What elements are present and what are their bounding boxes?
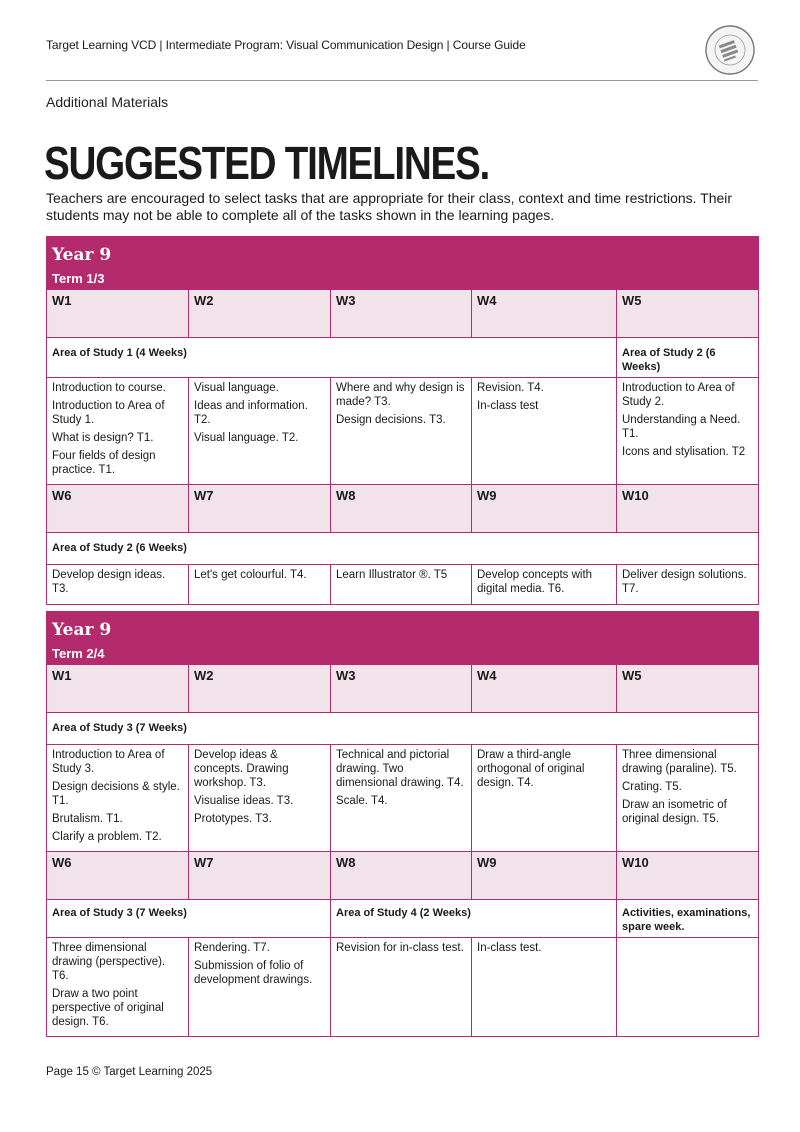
task-item: Three dimensional drawing (perspective). T6. (52, 942, 166, 982)
week-header: W1 (47, 290, 189, 338)
tasks-row (47, 565, 759, 605)
tasks-row (47, 938, 759, 1037)
task-item: Deliver design solutions. T7. (622, 569, 747, 595)
area-of-study-label: Area of Study 3 (7 Weeks) (47, 713, 759, 745)
week-tasks-cell (472, 378, 617, 485)
week-tasks-cell (47, 745, 189, 852)
section-label: Additional Materials (46, 94, 169, 110)
task-item: Draw a two point perspective of original design. T6. (52, 988, 164, 1028)
area-of-study-label: Area of Study 4 (2 Weeks) (331, 900, 617, 938)
week-header: W9 (472, 485, 617, 533)
week-tasks-cell (331, 378, 472, 485)
week-tasks-cell (617, 378, 759, 485)
week-tasks-cell (47, 938, 189, 1037)
area-of-study-row (47, 533, 759, 565)
intro-paragraph: Teachers are encouraged to select tasks that are appropriate for their class, context and time restrictions. Their students may not be able to complete all of the tasks shown in the learning pages. (46, 190, 733, 223)
tasks-row (47, 745, 759, 852)
task-item: Design decisions. T3. (336, 414, 446, 426)
task-item: Understanding a Need. T1. (622, 414, 741, 440)
task-item: Revision for in-class test. (336, 942, 464, 954)
week-tasks-cell (189, 565, 331, 605)
week-tasks-cell (617, 938, 759, 1037)
header-divider (46, 80, 758, 81)
task-item: Clarify a problem. T2. (52, 831, 162, 843)
timeline-table-term-1-3 (46, 236, 759, 605)
week-header: W8 (331, 852, 472, 900)
year-label: Year 9 (52, 620, 112, 640)
task-item: Revision. T4. (477, 382, 544, 394)
task-item: Develop ideas & concepts. Drawing workshop. T3. (194, 749, 289, 789)
task-item: Three dimensional drawing (paraline). T5. (622, 749, 737, 775)
task-item: Visual language. (194, 382, 279, 394)
task-item: Rendering. T7. (194, 942, 270, 954)
week-header: W9 (472, 852, 617, 900)
page-footer: Page 15 © Target Learning 2025 (46, 1066, 213, 1078)
tasks-row (47, 378, 759, 485)
year-label: Year 9 (52, 245, 112, 265)
week-tasks-cell (331, 745, 472, 852)
task-item: Brutalism. T1. (52, 813, 123, 825)
task-item: Draw an isometric of original design. T5. (622, 799, 727, 825)
week-header: W5 (617, 290, 759, 338)
week-header: W2 (189, 665, 331, 713)
week-header: W1 (47, 665, 189, 713)
area-of-study-label: Area of Study 1 (4 Weeks) (47, 338, 617, 378)
area-of-study-row (47, 338, 759, 378)
task-item: Develop concepts with digital media. T6. (477, 569, 593, 595)
term-label: Term 2/4 (52, 646, 105, 661)
week-tasks-cell (189, 745, 331, 852)
task-item: Introduction to Area of Study 2. (622, 382, 735, 408)
table-header-cell (47, 612, 759, 665)
page-title: SUGGESTED TIMELINES. (44, 137, 489, 189)
week-tasks-cell (47, 565, 189, 605)
task-item: Technical and pictorial drawing. Two dimensional drawing. T4. (336, 749, 464, 789)
week-header: W3 (331, 665, 472, 713)
week-header: W4 (472, 290, 617, 338)
task-item: Introduction to course. (52, 382, 166, 394)
week-tasks-cell (331, 565, 472, 605)
week-header: W6 (47, 852, 189, 900)
week-header: W2 (189, 290, 331, 338)
task-item: Ideas and information. T2. (194, 400, 308, 426)
task-item: Where and why design is made? T3. (336, 382, 465, 408)
task-item: Icons and stylisation. T2 (622, 446, 746, 458)
week-tasks-cell (472, 938, 617, 1037)
document-header: Target Learning VCD | Intermediate Program: Visual Communication Design | Course Guide (46, 38, 526, 52)
table-header-cell (47, 237, 759, 290)
task-item: Visualise ideas. T3. (194, 795, 294, 807)
week-header: W8 (331, 485, 472, 533)
week-tasks-cell (617, 565, 759, 605)
task-item: Scale. T4. (336, 795, 388, 807)
task-item: Draw a third-angle orthogonal of original design. T4. (477, 749, 585, 789)
area-of-study-row (47, 713, 759, 745)
area-of-study-label: Activities, examinations, spare week. (617, 900, 759, 938)
task-item: Learn Illustrator ®. T5 (336, 569, 448, 581)
task-item: Visual language. T2. (194, 432, 299, 444)
week-header: W7 (189, 485, 331, 533)
week-row (47, 665, 759, 713)
week-tasks-cell (617, 745, 759, 852)
week-tasks-cell (472, 745, 617, 852)
week-header: W4 (472, 665, 617, 713)
task-item: Introduction to Area of Study 1. (52, 400, 165, 426)
task-item: Develop design ideas. T3. (52, 569, 166, 595)
timeline-table-term-2-4 (46, 611, 759, 1037)
target-learning-logo (704, 24, 756, 76)
task-item: Submission of folio of development drawings. (194, 960, 313, 986)
task-item: Prototypes. T3. (194, 813, 272, 825)
task-item: In-class test. (477, 942, 542, 954)
week-row (47, 290, 759, 338)
week-tasks-cell (189, 378, 331, 485)
week-tasks-cell (47, 378, 189, 485)
task-item: Introduction to Area of Study 3. (52, 749, 165, 775)
week-header: W5 (617, 665, 759, 713)
week-row (47, 485, 759, 533)
task-item: Design decisions & style. T1. (52, 781, 180, 807)
week-header: W6 (47, 485, 189, 533)
week-tasks-cell (331, 938, 472, 1037)
week-header: W3 (331, 290, 472, 338)
task-item: Let's get colourful. T4. (194, 569, 307, 581)
week-row (47, 852, 759, 900)
area-of-study-label: Area of Study 2 (6 Weeks) (617, 338, 759, 378)
term-label: Term 1/3 (52, 271, 105, 286)
week-tasks-cell (472, 565, 617, 605)
week-header: W10 (617, 485, 759, 533)
task-item: In-class test (477, 400, 539, 412)
table-header-row (47, 237, 759, 290)
week-tasks-cell (189, 938, 331, 1037)
area-of-study-label: Area of Study 3 (7 Weeks) (47, 900, 331, 938)
week-header: W7 (189, 852, 331, 900)
task-item: Crating. T5. (622, 781, 682, 793)
task-item: Four fields of design practice. T1. (52, 450, 156, 476)
area-of-study-label: Area of Study 2 (6 Weeks) (47, 533, 759, 565)
area-of-study-row (47, 900, 759, 938)
task-item: What is design? T1. (52, 432, 154, 444)
table-header-row (47, 612, 759, 665)
week-header: W10 (617, 852, 759, 900)
